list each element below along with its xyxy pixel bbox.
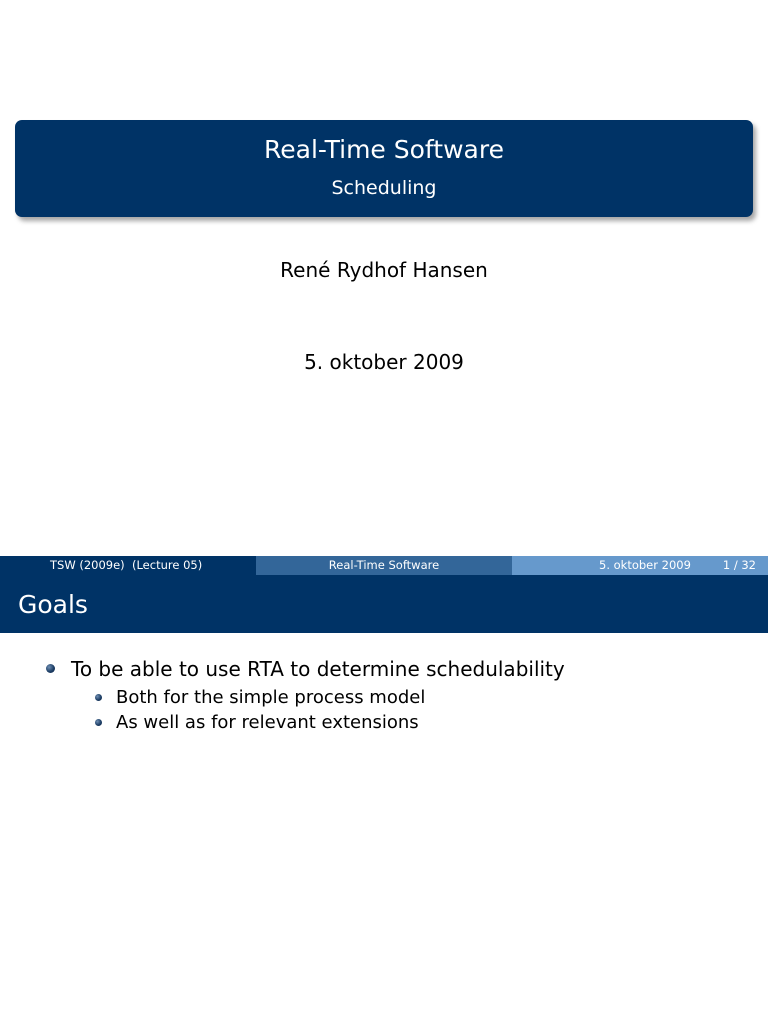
footline-right: [512, 556, 768, 575]
frametitle-bar: [0, 575, 768, 633]
bullet-icon: [95, 694, 102, 701]
footline-page-number: 1 / 32: [722, 558, 756, 572]
sub-list-item-text: Both for the simple process model: [116, 687, 426, 708]
presentation-title: Real-Time Software: [264, 135, 504, 164]
footline: [0, 556, 768, 575]
author-name: René Rydhof Hansen: [280, 258, 488, 282]
list-item-text: To be able to use RTA to determine schedulability: [71, 657, 565, 681]
footline-date: 5. oktober 2009: [599, 558, 691, 572]
footline-left: [0, 556, 256, 575]
title-block: [15, 120, 753, 217]
frame-title: Goals: [18, 590, 88, 619]
sub-list-item-text: As well as for relevant extensions: [116, 712, 419, 733]
bullet-icon: [95, 719, 102, 726]
bullet-icon: [46, 664, 55, 673]
footline-center: [256, 556, 512, 575]
footline-title: Real-Time Software: [328, 558, 440, 572]
presentation-date: 5. oktober 2009: [304, 350, 464, 374]
footline-short-title: TSW (2009e) (Lecture 05): [50, 558, 203, 572]
presentation-subtitle: Scheduling: [331, 177, 437, 199]
